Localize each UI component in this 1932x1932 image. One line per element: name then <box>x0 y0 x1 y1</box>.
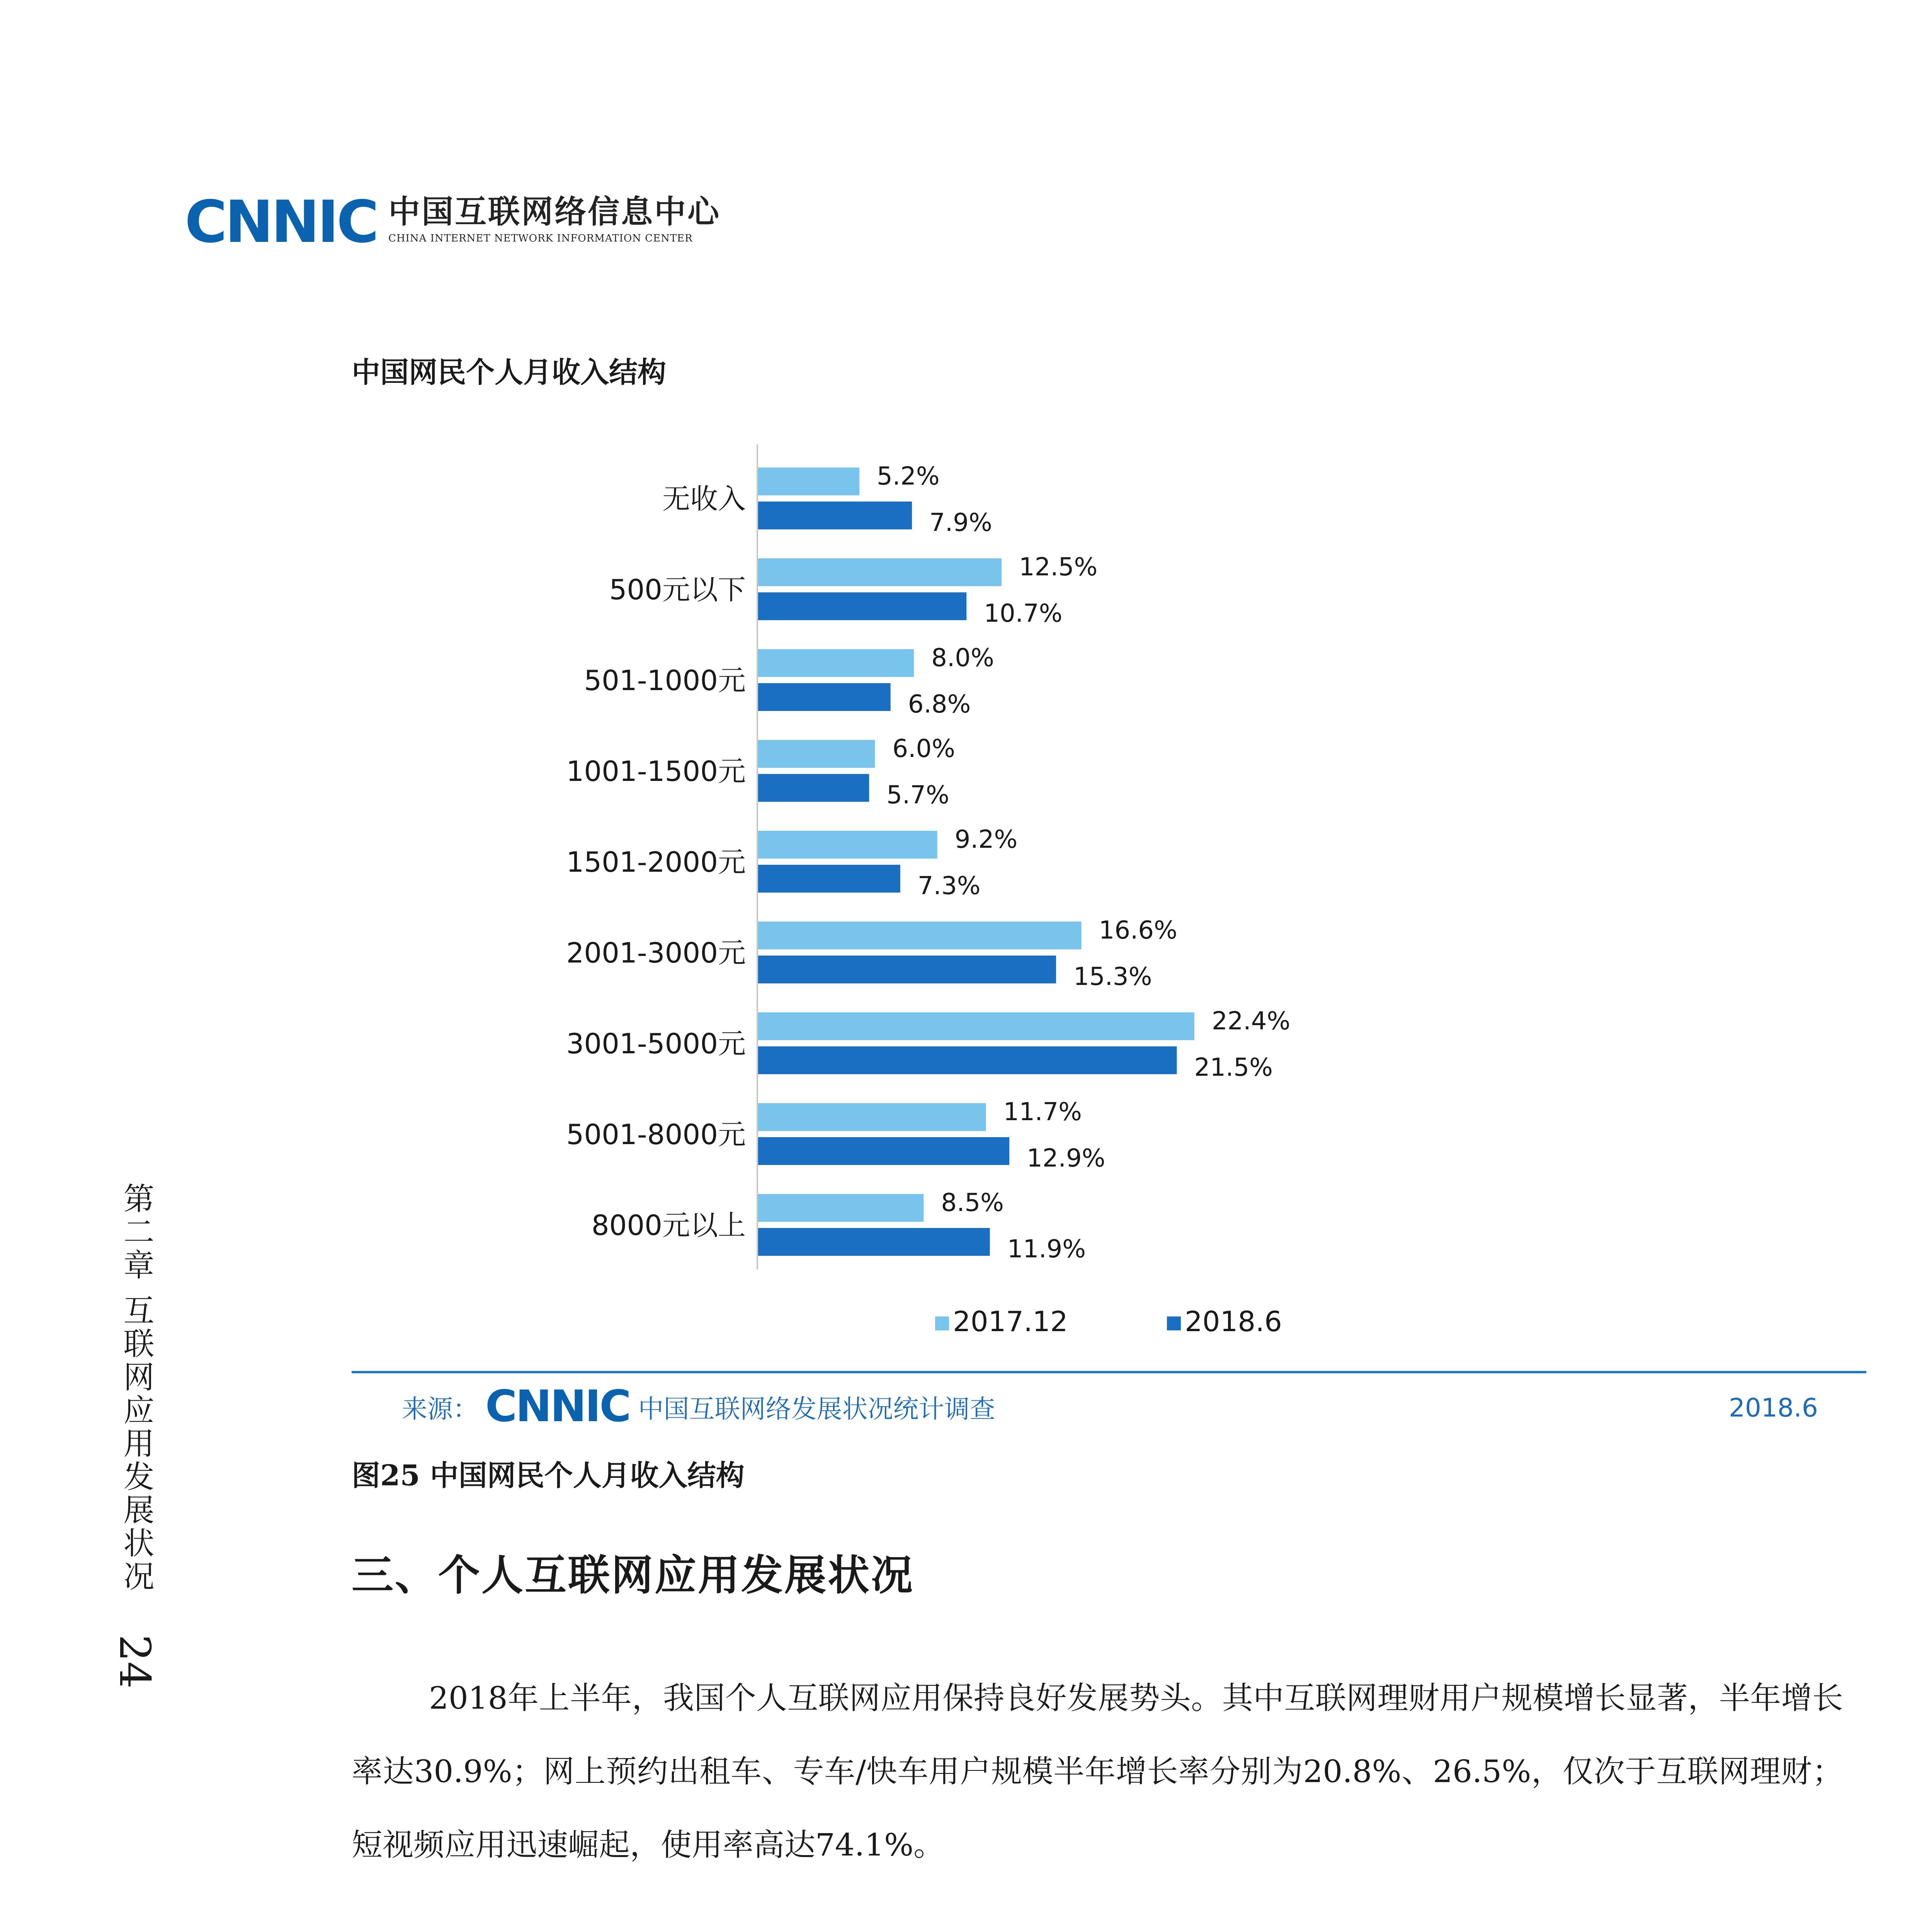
bar-value-label: 10.7% <box>984 599 1063 628</box>
category-label: 无收入 <box>662 483 746 515</box>
logo-en: CHINA INTERNET NETWORK INFORMATION CENTER <box>388 233 693 244</box>
bar-value-label: 12.9% <box>1027 1144 1105 1173</box>
source-text: 中国互联网络发展状况统计调查 <box>638 1394 995 1424</box>
figure-caption: 图25 中国网民个人月收入结构 <box>352 1459 745 1492</box>
bar-value-label: 16.6% <box>1099 916 1177 945</box>
bar-value-label: 5.2% <box>877 462 940 491</box>
income-bar-chart <box>348 444 1878 1364</box>
source-divider <box>352 1371 1866 1373</box>
bar-value-label: 8.0% <box>931 644 994 672</box>
bar-2017.12 <box>758 1103 986 1131</box>
category-label: 500元以下 <box>609 573 746 606</box>
bar-value-label: 11.7% <box>1003 1098 1082 1126</box>
bar-value-label: 5.7% <box>886 781 949 810</box>
bar-2017.12 <box>758 922 1082 949</box>
bar-value-label: 9.2% <box>954 825 1018 854</box>
legend-swatch <box>1167 1316 1181 1330</box>
cnnic-logo <box>185 189 721 256</box>
bar-2017.12 <box>758 468 859 495</box>
category-label: 1501-2000元 <box>566 846 746 878</box>
bar-2018.6 <box>758 1137 1009 1165</box>
bar-value-label: 21.5% <box>1194 1053 1273 1082</box>
bar-2018.6 <box>758 1228 990 1256</box>
bar-2017.12 <box>758 831 937 859</box>
page-number: 24 <box>110 1634 160 1689</box>
bar-value-label: 6.0% <box>892 735 955 763</box>
bar-2017.12 <box>758 1012 1194 1040</box>
legend-swatch <box>935 1316 949 1330</box>
source-logo: CNNIC <box>485 1381 630 1432</box>
chart-title: 中国网民个人月收入结构 <box>352 356 666 389</box>
bar-value-label: 8.5% <box>941 1189 1004 1217</box>
bar-2018.6 <box>758 592 966 620</box>
category-label: 501-1000元 <box>584 664 746 697</box>
bar-2017.12 <box>758 649 914 677</box>
bar-2018.6 <box>758 1046 1177 1074</box>
bar-value-label: 11.9% <box>1007 1235 1086 1264</box>
bar-value-label: 22.4% <box>1211 1007 1291 1036</box>
legend-label: 2017.12 <box>953 1305 1068 1338</box>
logo-text <box>388 193 721 245</box>
bar-2018.6 <box>758 774 869 802</box>
bar-2017.12 <box>758 1194 923 1222</box>
category-label: 2001-3000元 <box>566 937 746 969</box>
bar-value-label: 12.5% <box>1019 553 1098 582</box>
bar-2017.12 <box>758 558 1002 586</box>
category-label: 3001-5000元 <box>566 1027 746 1060</box>
bar-value-label: 7.3% <box>917 872 981 900</box>
source-prefix: 来源： <box>402 1394 478 1424</box>
section-title: 三、个人互联网应用发展状况 <box>352 1551 915 1600</box>
category-label: 8000元以上 <box>591 1209 746 1242</box>
source-line <box>402 1381 995 1432</box>
bar-2018.6 <box>758 865 900 893</box>
bar-2018.6 <box>758 502 912 529</box>
bar-value-label: 15.3% <box>1073 963 1152 991</box>
bar-2018.6 <box>758 683 891 711</box>
category-label: 1001-1500元 <box>566 755 746 787</box>
bar-2018.6 <box>758 956 1056 983</box>
chapter-label: 第二章 互联网应用发展状况 <box>118 1182 154 1594</box>
logo-mark: CNNIC <box>185 189 377 256</box>
bar-value-label: 6.8% <box>908 690 971 719</box>
legend-label: 2018.6 <box>1185 1305 1282 1338</box>
logo-cn: 中国互联网络信息中心 <box>388 193 721 230</box>
source-date: 2018.6 <box>1729 1393 1818 1423</box>
paragraph-1: 2018年上半年，我国个人互联网应用保持良好发展势头。其中互联网理财用户规模增长显著，半年增长率达30.9%；网上预约出租车、专车/快车用户规模半年增长率分别为20.8%、26.5%，仅次于互联网理财；短视频应用迅速崛起，使用率高达74.1%。 <box>352 1680 1843 1863</box>
bar-value-label: 7.9% <box>929 509 992 537</box>
category-label: 5001-8000元 <box>566 1118 746 1151</box>
bar-2017.12 <box>758 740 875 768</box>
